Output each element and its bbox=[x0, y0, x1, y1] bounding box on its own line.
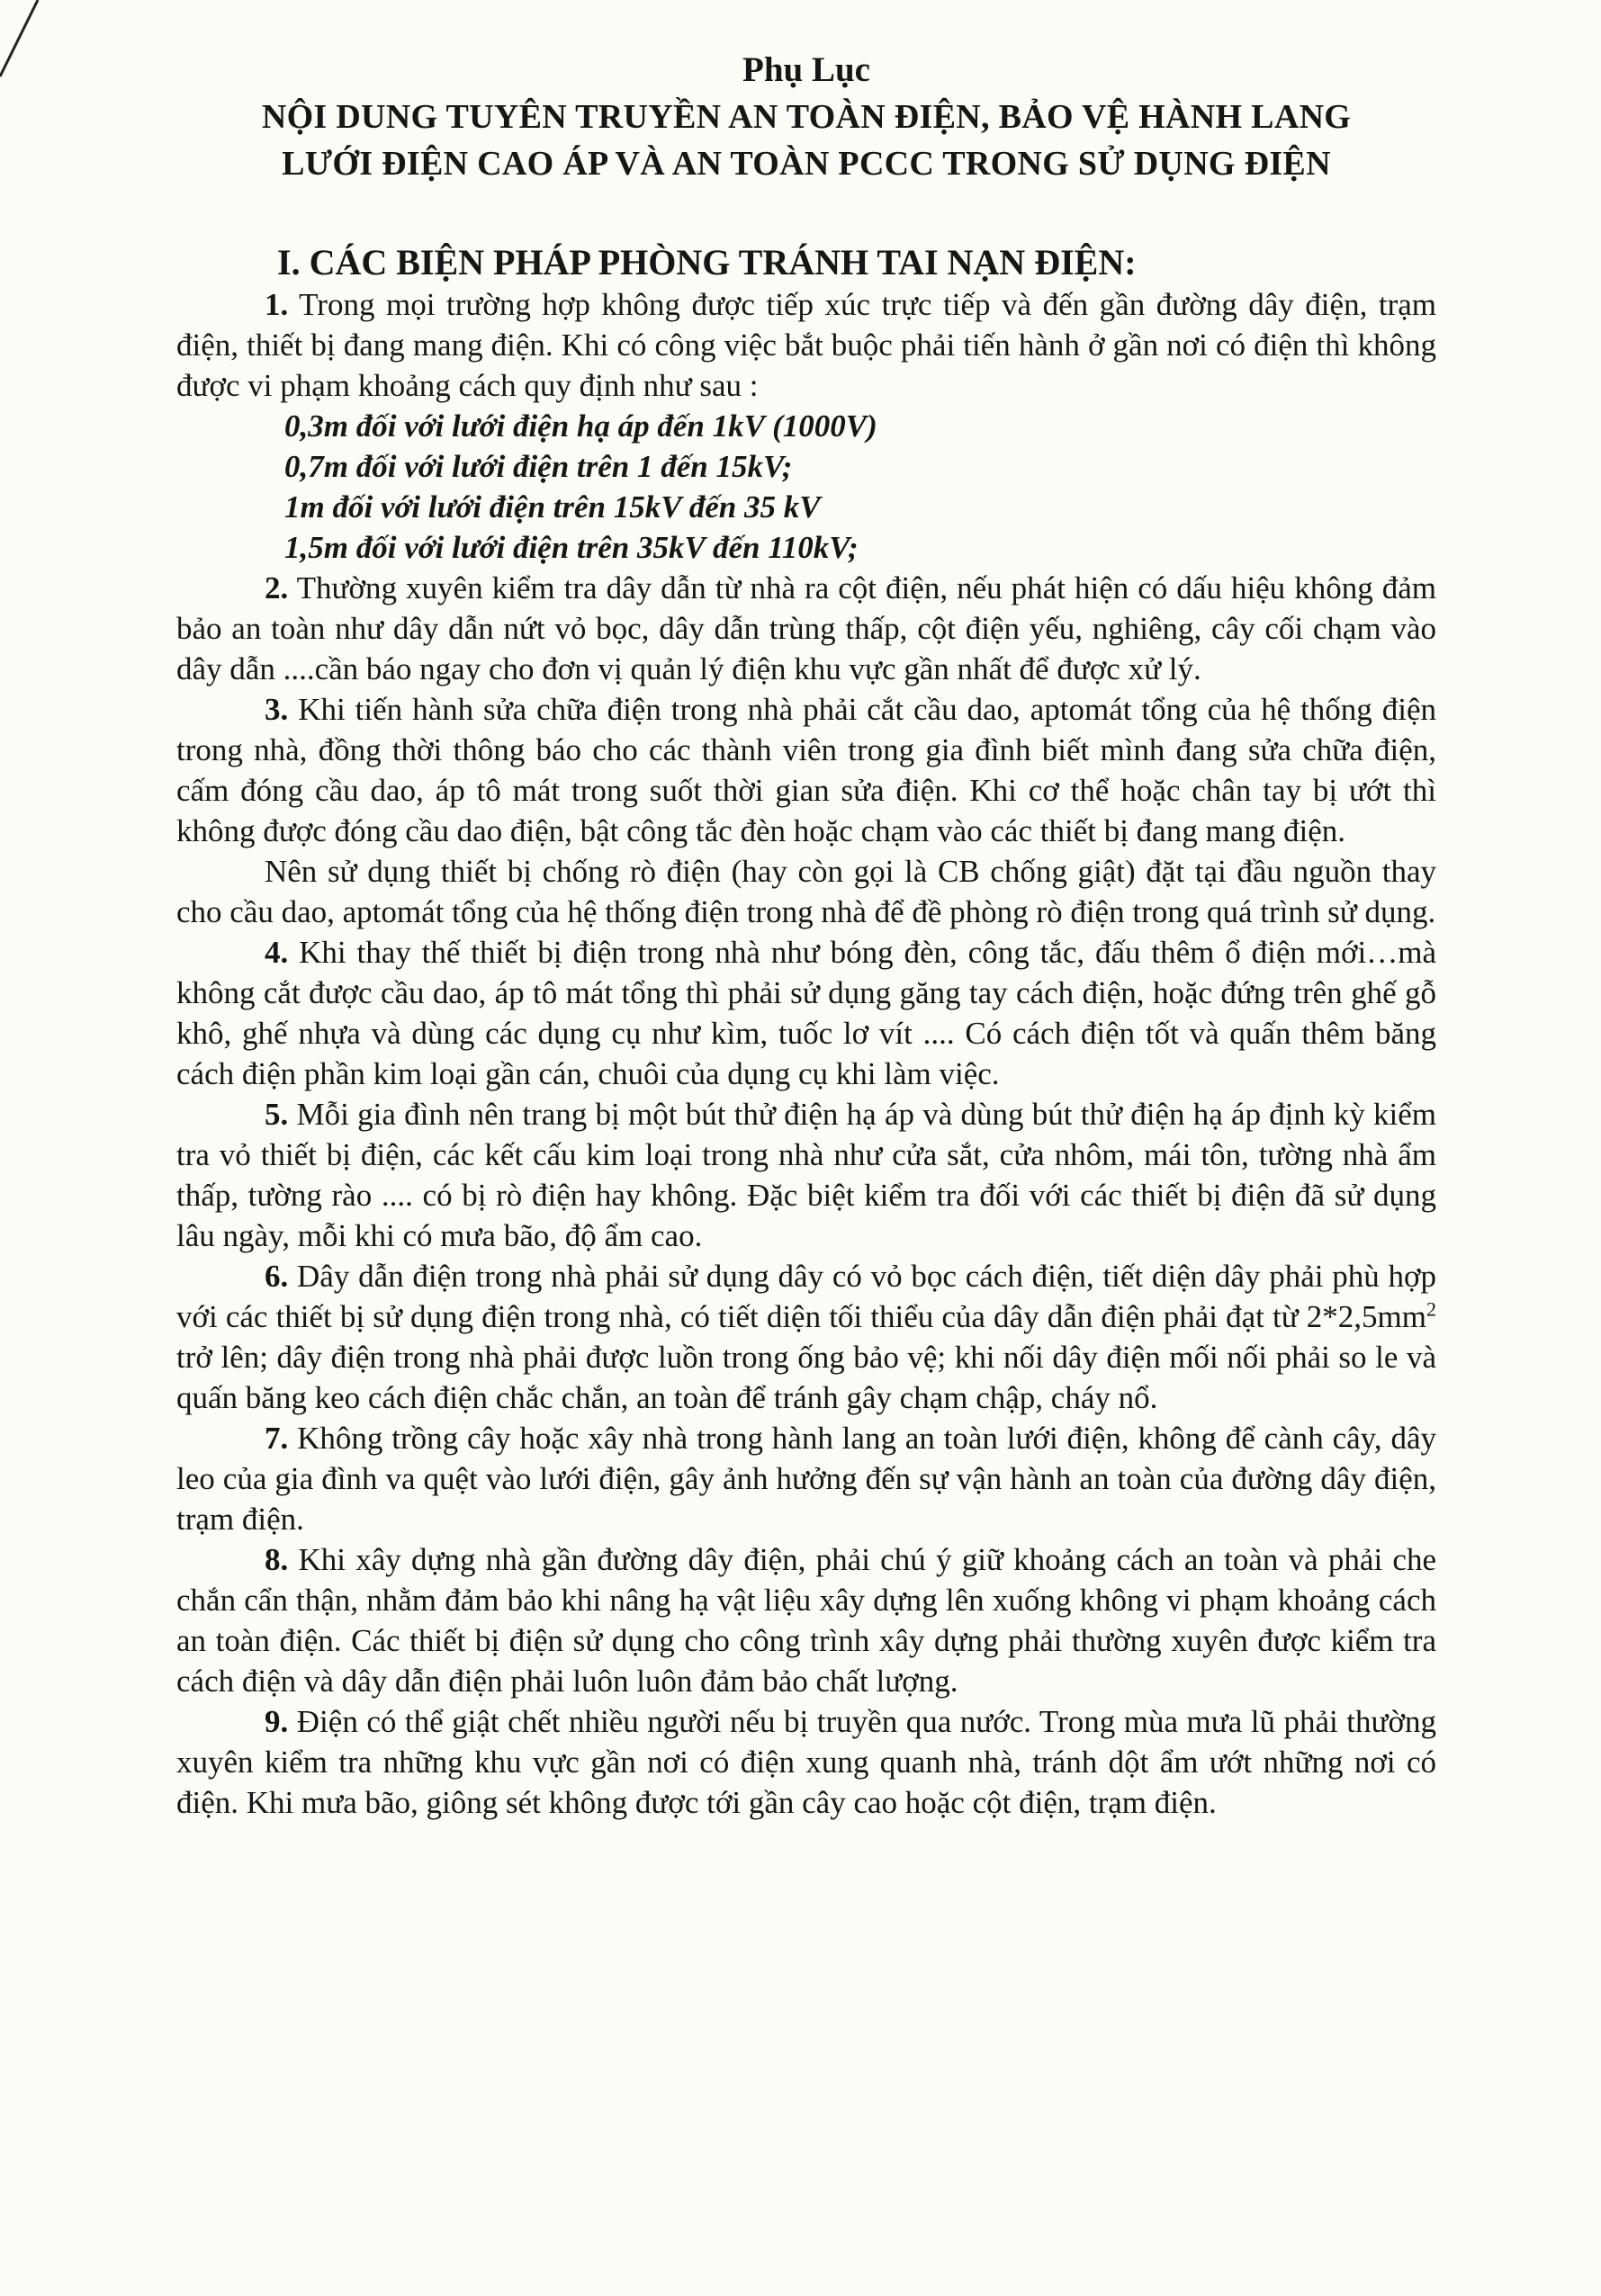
distance-item: 0,3m đối với lưới điện hạ áp đến 1kV (1000V) bbox=[284, 408, 877, 444]
item-text-before: Dây dẫn điện trong nhà phải sử dụng dây có vỏ bọc cách điện, tiết diện dây phải phù hợp với các thiết bị sử dụng điện trong nhà, có tiết diện tối thiểu của dây dẫn điện phải đạt từ 2*2,5mm bbox=[176, 1259, 1437, 1334]
item-number: 2. bbox=[265, 570, 289, 605]
item-text: Khi xây dựng nhà gần đường dây điện, phải chú ý giữ khoảng cách an toàn và phải che chắn cẩn thận, nhằm đảm bảo khi nâng hạ vật liệu xây dựng lên xuống không vi phạm khoảng cách an toàn điện. Các thiết bị điện sử dụng cho công trình xây dựng phải thường xuyên được kiểm tra cách điện và dây dẫn điện phải luôn luôn đảm bảo chất lượng. bbox=[176, 1542, 1436, 1699]
item-number: 6. bbox=[265, 1259, 289, 1294]
title-line-2: LƯỚI ĐIỆN CAO ÁP VÀ AN TOÀN PCCC TRONG SỬ DỤNG ĐIỆN bbox=[282, 145, 1331, 183]
paragraph-item-6 bbox=[176, 1256, 1436, 1418]
title-line-1: NỘI DUNG TUYÊN TRUYỀN AN TOÀN ĐIỆN, BẢO VỆ HÀNH LANG bbox=[261, 98, 1352, 136]
item-number: 5. bbox=[265, 1097, 289, 1132]
distance-list bbox=[176, 406, 1436, 568]
item-number: 9. bbox=[265, 1704, 289, 1739]
distance-item: 1,5m đối với lưới điện trên 35kV đến 110kV; bbox=[284, 530, 859, 565]
document-header bbox=[176, 47, 1436, 187]
section-heading: I. CÁC BIỆN PHÁP PHÒNG TRÁNH TAI NẠN ĐIỆN: bbox=[277, 242, 1137, 283]
item-number: 1. bbox=[265, 287, 289, 322]
item-number: 3. bbox=[265, 692, 289, 727]
paragraph-item-7 bbox=[176, 1418, 1436, 1539]
scan-edge-line bbox=[0, 0, 54, 81]
item-number: 4. bbox=[265, 935, 289, 970]
item-number: 8. bbox=[265, 1542, 289, 1577]
paragraph-item-3-note bbox=[176, 851, 1436, 932]
item-text: Thường xuyên kiểm tra dây dẫn từ nhà ra cột điện, nếu phát hiện có dấu hiệu không đảm bảo an toàn như dây dẫn nứt vỏ bọc, dây dẫn trùng thấp, cột điện yếu, nghiêng, cây cối chạm vào dây dẫn ....cần báo ngay cho đơn vị quản lý điện khu vực gần nhất để được xử lý. bbox=[176, 570, 1436, 686]
paragraph-item-8 bbox=[176, 1539, 1436, 1701]
paragraph-item-1 bbox=[176, 284, 1436, 406]
item-text: Mỗi gia đình nên trang bị một bút thử điện hạ áp và dùng bút thử điện hạ áp định kỳ kiểm tra vỏ thiết bị điện, các kết cấu kim loại trong nhà như cửa sắt, cửa nhôm, mái tôn, tường nhà ẩm thấp, tường rào .... có bị rò điện hay không. Đặc biệt kiểm tra đối với các thiết bị điện đã sử dụng lâu ngày, mỗi khi có mưa bão, độ ẩm cao. bbox=[176, 1097, 1437, 1253]
paragraph-item-3 bbox=[176, 689, 1436, 851]
item-text-after: trở lên; dây điện trong nhà phải được luồn trong ống bảo vệ; khi nối dây điện mối nối phải so le và quấn băng keo cách điện chắc chắn, an toàn để tránh gây chạm chập, cháy nổ. bbox=[176, 1340, 1436, 1415]
document-page bbox=[176, 47, 1436, 1823]
item-number: 7. bbox=[265, 1421, 289, 1456]
distance-item: 1m đối với lưới điện trên 15kV đến 35 kV bbox=[284, 489, 821, 525]
item-text: Khi thay thế thiết bị điện trong nhà như bóng đèn, công tắc, đấu thêm ổ điện mới…mà không cắt được cầu dao, áp tô mát tổng thì phải sử dụng găng tay cách điện, hoặc đứng trên ghế gỗ khô, ghế nhựa và dùng các dụng cụ như kìm, tuốc lơ vít .... Có cách điện tốt và quấn thêm băng cách điện phần kim loại gần cán, chuôi của dụng cụ khi làm việc. bbox=[176, 935, 1437, 1091]
appendix-label: Phụ Lục bbox=[742, 50, 870, 89]
item-text: Khi tiến hành sửa chữa điện trong nhà phải cắt cầu dao, aptomát tổng của hệ thống điện trong nhà, đồng thời thông báo cho các thành viên trong gia đình biết mình đang sửa chữa điện, cấm đóng cầu dao, áp tô mát trong suốt thời gian sửa điện. Khi cơ thể hoặc chân tay bị ướt thì không được đóng cầu dao điện, bật công tắc đèn hoặc chạm vào các thiết bị đang mang điện. bbox=[176, 692, 1436, 848]
item-text: Điện có thể giật chết nhiều người nếu bị truyền qua nước. Trong mùa mưa lũ phải thường xuyên kiểm tra những khu vực gần nơi có điện xung quanh nhà, tránh dột ẩm ướt những nơi có điện. Khi mưa bão, giông sét không được tới gần cây cao hoặc cột điện, trạm điện. bbox=[176, 1704, 1437, 1820]
paragraph-item-5 bbox=[176, 1094, 1436, 1256]
paragraph-item-2 bbox=[176, 568, 1436, 689]
distance-item: 0,7m đối với lưới điện trên 1 đến 15kV; bbox=[284, 449, 793, 484]
paragraph-item-9 bbox=[176, 1701, 1436, 1823]
item-text: Nên sử dụng thiết bị chống rò điện (hay còn gọi là CB chống giật) đặt tại đầu nguồn thay cho cầu dao, aptomát tổng của hệ thống điện trong nhà để đề phòng rò điện trong quá trình sử dụng. bbox=[176, 854, 1436, 929]
item-text: Trong mọi trường hợp không được tiếp xúc trực tiếp và đến gần đường dây điện, trạm điện, thiết bị đang mang điện. Khi có công việc bắt buộc phải tiến hành ở gần nơi có điện thì không được vi phạm khoảng cách quy định như sau : bbox=[176, 287, 1436, 403]
item-text: Không trồng cây hoặc xây nhà trong hành lang an toàn lưới điện, không để cành cây, dây leo của gia đình va quệt vào lưới điện, gây ảnh hưởng đến sự vận hành an toàn của đường dây điện, trạm điện. bbox=[176, 1421, 1437, 1537]
superscript: 2 bbox=[1426, 1297, 1436, 1321]
paragraph-item-4 bbox=[176, 932, 1436, 1094]
